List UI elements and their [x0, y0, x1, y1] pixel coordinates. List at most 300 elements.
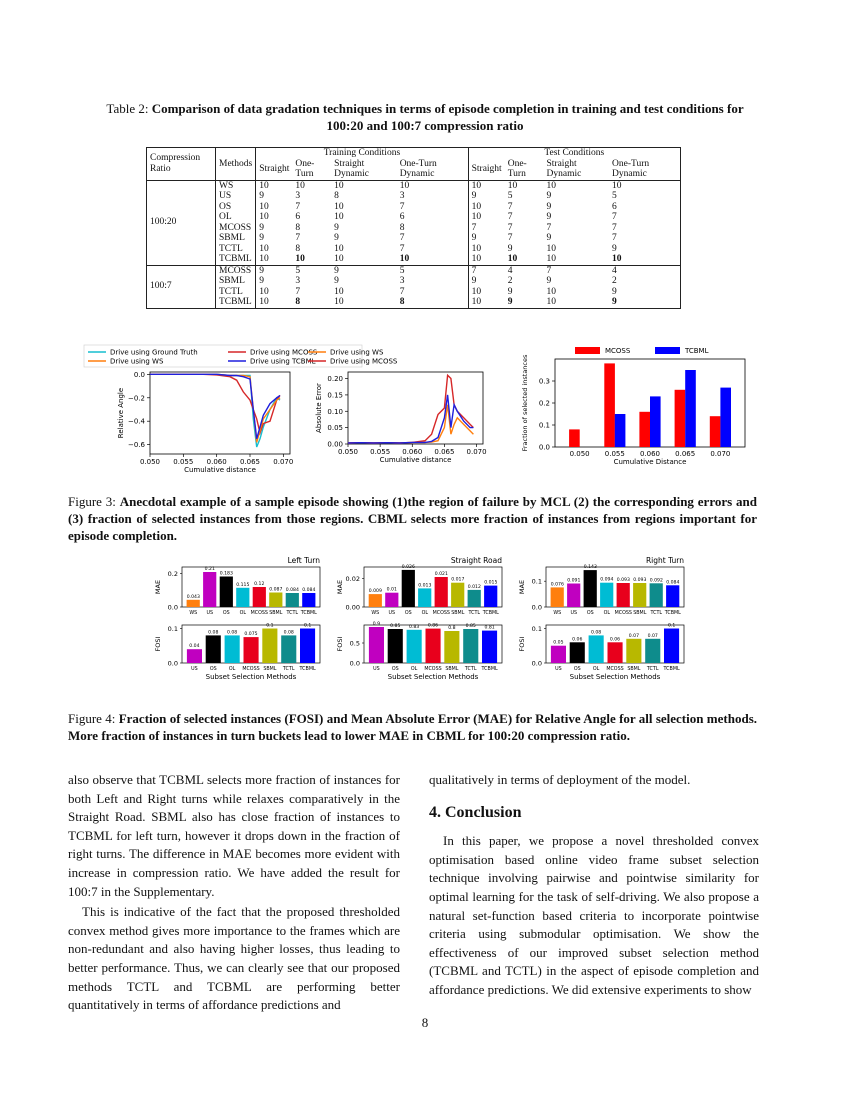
- x-tick-label: SBML: [269, 611, 283, 616]
- bar-value-label: 0.07: [647, 633, 658, 639]
- y-axis-label: FOSI: [518, 636, 526, 652]
- x-tick-label: SBML: [445, 667, 459, 672]
- bar-value-label: 0.83: [408, 624, 420, 630]
- x-tick-label: SBML: [633, 611, 647, 616]
- x-tick-label: MCOSS: [424, 667, 442, 672]
- x-tick-label: OS: [391, 667, 399, 672]
- value-cell: 5: [507, 191, 513, 201]
- y-axis-label: MAE: [518, 579, 526, 595]
- bar-tctl: [463, 629, 478, 663]
- value-cell: 7: [295, 286, 301, 297]
- x-tick-label: MCOSS: [242, 667, 260, 672]
- y-tick-label: 0.02: [345, 574, 360, 583]
- header-test: Test Conditions: [468, 148, 680, 159]
- x-tick-label: TCBML: [299, 667, 316, 672]
- legend-label: TCBML: [685, 347, 709, 355]
- bar-value-label: 0.092: [649, 578, 663, 584]
- x-tick-label: 0.050: [139, 458, 161, 466]
- header-sub: Straight: [468, 159, 505, 181]
- y-tick-label: 0.0: [531, 659, 542, 668]
- method-cell: OS: [216, 202, 256, 213]
- x-tick-label: OL: [603, 611, 611, 616]
- value-cell: 10: [256, 202, 293, 213]
- value-cell: 9: [256, 223, 293, 234]
- value-cell: 3: [399, 191, 405, 201]
- page-number: 8: [421, 1015, 429, 1030]
- bar-value-label: 0.013: [418, 583, 432, 589]
- header-compression-ratio: Compression Ratio: [147, 148, 216, 181]
- bar-value-label: 0.084: [666, 580, 680, 586]
- bar-os: [584, 570, 597, 607]
- method-cell: SBML: [216, 276, 256, 287]
- bar-sbml: [269, 593, 282, 608]
- value-cell: 10: [468, 180, 505, 191]
- bar-value-label: 0.076: [550, 582, 564, 588]
- bar-tctl: [281, 635, 296, 663]
- bar-value-label: 0.015: [484, 580, 498, 586]
- bar-ol: [418, 588, 431, 607]
- x-tick-label: TCBML: [663, 667, 680, 672]
- x-tick-label: 0.050: [569, 450, 590, 458]
- bar-value-label: 0.183: [219, 571, 233, 577]
- x-tick-label: OL: [228, 667, 236, 672]
- bar-tcbml: [664, 629, 679, 664]
- y-axis-label: MAE: [336, 579, 344, 595]
- x-tick-label: WS: [371, 611, 380, 616]
- x-tick-label: OL: [239, 611, 247, 616]
- bar-value-label: 0.093: [616, 578, 630, 583]
- value-cell: 9: [334, 276, 339, 286]
- value-cell: 6: [399, 212, 405, 222]
- y-tick-label: 0.0: [538, 443, 550, 452]
- right-column: [429, 771, 759, 1000]
- bar-mcoss: [435, 577, 448, 607]
- x-tick-label: 0.050: [337, 448, 359, 456]
- bar-os: [570, 642, 585, 663]
- bar-value-label: 0.012: [467, 584, 481, 590]
- legend-label: Drive using WS: [330, 348, 384, 357]
- bar-us: [385, 593, 398, 607]
- value-cell: 4: [609, 265, 680, 276]
- value-cell: 9: [331, 265, 397, 276]
- y-tick-label: 0.0: [167, 659, 178, 668]
- value-cell: 7: [507, 222, 513, 233]
- bar-value-label: 0.08: [208, 630, 219, 636]
- y-tick-label: 0.0: [531, 603, 542, 612]
- value-cell: 9: [505, 297, 544, 308]
- value-cell: 6: [295, 212, 301, 222]
- x-tick-label: TCBML: [300, 611, 317, 616]
- bar-value-label: 0.12: [254, 582, 265, 587]
- value-cell: 10: [468, 254, 505, 265]
- x-tick-label: 0.065: [239, 458, 261, 466]
- bar-value-label: 0.04: [189, 644, 200, 650]
- method-cell: OL: [216, 212, 256, 223]
- fig4-panel-left-turn: [154, 556, 320, 681]
- bar-sbml: [633, 583, 646, 607]
- bar-value-label: 0.08: [226, 630, 238, 636]
- y-tick-label: 0.1: [531, 624, 542, 633]
- value-cell: 10: [609, 180, 680, 191]
- bar-sbml: [626, 639, 641, 663]
- bar-ol: [589, 635, 604, 663]
- value-cell: 10: [256, 297, 293, 308]
- value-cell: 10: [468, 287, 505, 298]
- bar-mcoss: [617, 583, 630, 607]
- value-cell: 9: [507, 243, 513, 254]
- x-tick-label: 0.070: [273, 458, 294, 466]
- value-cell: 10: [505, 254, 544, 265]
- value-cell: 9: [256, 233, 293, 244]
- legend-label: Drive using TCBML: [250, 357, 316, 366]
- bar-tcbml: [302, 593, 315, 607]
- value-cell: 7: [399, 233, 405, 243]
- method-cell: TCBML: [216, 254, 256, 265]
- bar-mcoss: [604, 363, 615, 447]
- x-tick-label: 0.060: [639, 450, 661, 458]
- y-tick-label: 0.20: [327, 375, 343, 384]
- y-tick-label: 0.10: [327, 407, 343, 416]
- bar-chart: [521, 347, 745, 466]
- value-cell: 2: [507, 276, 513, 286]
- bar-tcbml: [484, 586, 497, 607]
- bar-value-label: 0.021: [434, 572, 448, 577]
- y-axis-label: MAE: [154, 579, 162, 595]
- bar-sbml: [262, 629, 277, 664]
- method-cell: MCOSS: [216, 265, 256, 276]
- value-cell: 3: [295, 191, 301, 201]
- bar-value-label: 0.026: [401, 564, 415, 570]
- value-cell: 9: [507, 286, 513, 297]
- bar-value-label: 0.043: [186, 594, 200, 600]
- table-caption: Table 2: Comparison of data gradation techniques in terms of episode completion in training and test conditions for 100:20 and 100:7 compression ratio: [106, 101, 744, 133]
- x-tick-label: 0.055: [604, 450, 625, 458]
- x-tick-label: OL: [421, 611, 429, 616]
- plot-frame: [348, 372, 483, 444]
- left-column: [68, 771, 400, 1015]
- section-heading: 4. Conclusion: [429, 803, 522, 821]
- legend-label: Drive using WS: [110, 357, 164, 366]
- value-cell: 7: [468, 223, 505, 234]
- x-axis-label: Cumulative distance: [184, 466, 256, 474]
- y-tick-label: 0.2: [538, 399, 550, 408]
- y-tick-label: 0.0: [133, 370, 145, 379]
- x-tick-label: OL: [410, 667, 418, 672]
- legend-label: Drive using MCOSS: [250, 348, 318, 357]
- x-tick-label: TCTL: [650, 611, 663, 616]
- bar-value-label: 0.05: [553, 640, 564, 646]
- bar-value-label: 0.1: [667, 623, 676, 629]
- value-cell: 9: [609, 297, 680, 308]
- value-cell: 7: [546, 222, 552, 233]
- bar-tctl: [286, 593, 299, 607]
- value-cell: 10: [397, 254, 468, 265]
- method-cell: TCBML: [216, 297, 256, 308]
- bar-tctl: [468, 590, 481, 607]
- value-cell: 10: [256, 254, 293, 265]
- bar-value-label: 0.01: [386, 587, 397, 593]
- value-cell: 8: [334, 191, 339, 201]
- right-paragraph-0: qualitatively in terms of deployment of the model.: [429, 772, 691, 787]
- figure-3-caption: Figure 3: Anecdotal example of a sample episode showing (1)the region of failure by MCL (2) the corresponding errors and (3) fraction of selected instances from those regions. CBML selects more fraction of instances from regions important for episode completion.: [68, 494, 757, 543]
- bar-value-label: 0.85: [465, 624, 476, 629]
- value-cell: 7: [609, 233, 680, 244]
- y-tick-label: 0.00: [345, 603, 360, 612]
- y-tick-label: 0.0: [167, 603, 178, 612]
- x-tick-label: 0.060: [402, 448, 423, 456]
- legend-swatch: [575, 347, 600, 354]
- value-cell: 10: [468, 212, 505, 223]
- bar-value-label: 0.06: [609, 637, 621, 643]
- value-cell: 10: [292, 254, 331, 265]
- header-methods: Methods: [216, 148, 256, 181]
- x-tick-label: WS: [189, 611, 198, 616]
- y-tick-label: 0.05: [327, 424, 343, 433]
- bar-tcbml: [666, 585, 679, 607]
- x-tick-label: SBML: [451, 611, 465, 616]
- value-cell: 9: [256, 276, 293, 287]
- bar-value-label: 0.091: [567, 578, 581, 584]
- legend-label: MCOSS: [605, 347, 631, 355]
- y-tick-label: 0.1: [531, 577, 542, 586]
- plot-frame: [182, 567, 320, 607]
- value-cell: 10: [334, 212, 344, 222]
- ratio-cell: 100:20: [147, 180, 216, 265]
- x-tick-label: OS: [573, 667, 581, 672]
- x-tick-label: TCTL: [468, 611, 481, 616]
- value-cell: 8: [292, 297, 331, 308]
- x-tick-label: WS: [553, 611, 562, 616]
- x-axis-label: Cumulative distance: [379, 456, 452, 464]
- right-paragraph-1: In this paper, we propose a novel thresholded convex optimisation based online video frame subset selection technique involving pairwise and pointwise similarity for optimal learning for the task of self-driving. We also propose a natural set-function based criteria to incorporate pointwise criteria using submodular optimisation. We show the effectiveness of our improved subset selection method (TCBML and TCTL) in the aspect of episode completion and affordance predictions. We did extensive experiments to show: [429, 833, 759, 997]
- x-tick-label: TCTL: [286, 611, 299, 616]
- value-cell: 8: [399, 222, 405, 233]
- x-tick-label: TCTL: [282, 667, 295, 672]
- y-tick-label: 0.1: [538, 421, 550, 430]
- x-axis-label: Subset Selection Methods: [569, 673, 661, 681]
- x-tick-label: OL: [592, 667, 600, 672]
- value-cell: 10: [507, 180, 518, 191]
- bar-value-label: 0.08: [590, 630, 602, 636]
- value-cell: 9: [546, 201, 552, 212]
- value-cell: 10: [256, 180, 293, 191]
- plot-frame: [546, 567, 684, 607]
- y-tick-label: 0.1: [167, 624, 178, 633]
- x-axis-label: Cumulative Distance: [613, 458, 687, 466]
- header-training: Training Conditions: [256, 148, 468, 159]
- value-cell: 9: [468, 191, 505, 202]
- y-axis-label: FOSI: [154, 636, 162, 652]
- bar-value-label: 0.07: [628, 633, 640, 639]
- y-axis-label: Fraction of selected instances: [521, 354, 529, 452]
- bar-value-label: 0.06: [572, 637, 583, 643]
- bar-value-label: 0.85: [390, 624, 401, 629]
- header-sub: Straight Dynamic: [544, 159, 610, 181]
- value-cell: 10: [334, 286, 344, 297]
- value-cell: 9: [609, 244, 680, 255]
- series-line-drive-using-mcoss: [348, 375, 473, 443]
- value-cell: 10: [331, 297, 397, 308]
- value-cell: 10: [546, 180, 556, 191]
- y-tick-label: 0.00: [327, 440, 343, 449]
- x-tick-label: OS: [222, 611, 230, 616]
- value-cell: 8: [295, 243, 301, 254]
- x-tick-label: MCOSS: [606, 667, 624, 672]
- y-tick-label: 0.0: [349, 659, 360, 668]
- value-cell: 10: [256, 287, 293, 298]
- header-sub: Straight: [256, 159, 293, 181]
- x-tick-label: OS: [404, 611, 412, 616]
- x-tick-label: 0.060: [206, 458, 227, 466]
- x-tick-label: TCTL: [464, 667, 477, 672]
- figure-4: [150, 555, 700, 683]
- bar-ws: [369, 594, 382, 607]
- panel-title: Straight Road: [450, 556, 502, 565]
- y-tick-label: 0.3: [538, 377, 550, 386]
- bar-value-label: 0.143: [583, 565, 597, 571]
- bar-mcoss: [244, 637, 259, 663]
- value-cell: 7: [399, 201, 405, 212]
- bar-value-label: 0.81: [484, 625, 495, 631]
- bar-os: [402, 570, 415, 607]
- value-cell: 10: [331, 254, 397, 265]
- value-cell: 10: [546, 243, 556, 254]
- value-cell: 7: [507, 233, 513, 243]
- left-paragraph-2: This is indicative of the fact that the proposed thresholded convex method gives more importance to the frames which are non-redundant and also having higher losses, thus leading to better performance. Thus, we can clearly see that our proposed methods TCTL and TCBML are performing better quantitatively in terms of affordance predictions and: [68, 904, 400, 1013]
- header-sub: One-Turn Dynamic: [397, 159, 468, 181]
- bar-tctl: [650, 583, 663, 607]
- x-axis-label: Subset Selection Methods: [205, 673, 297, 681]
- bar-us: [203, 572, 216, 607]
- bar-mcoss: [426, 629, 441, 663]
- value-cell: 5: [609, 191, 680, 202]
- bar-value-label: 0.8: [448, 626, 456, 631]
- value-cell: 7: [295, 233, 301, 243]
- bar-tcbml: [650, 396, 661, 447]
- bar-tcbml: [482, 631, 497, 663]
- x-tick-label: US: [373, 667, 380, 672]
- bar-os: [220, 577, 233, 608]
- bar-sbml: [451, 583, 464, 607]
- value-cell: 10: [399, 180, 410, 191]
- bar-value-label: 0.86: [427, 623, 439, 629]
- value-cell: 9: [468, 276, 505, 287]
- value-cell: 10: [334, 180, 344, 191]
- x-tick-label: 0.070: [710, 450, 731, 458]
- x-tick-label: SBML: [263, 667, 277, 672]
- bar-value-label: 0.017: [451, 577, 465, 583]
- x-tick-label: US: [191, 667, 198, 672]
- value-cell: 9: [256, 265, 293, 276]
- value-cell: 7: [399, 243, 405, 254]
- x-tick-label: MCOSS: [250, 611, 268, 616]
- bar-mcoss: [608, 642, 623, 663]
- bar-us: [551, 646, 566, 663]
- plot-frame: [364, 567, 502, 607]
- method-cell: TCTL: [216, 244, 256, 255]
- bar-os: [206, 635, 221, 663]
- bar-sbml: [444, 631, 459, 663]
- bar-ol: [407, 630, 422, 663]
- value-cell: 6: [609, 202, 680, 213]
- bar-mcoss: [569, 429, 580, 447]
- value-cell: 9: [334, 222, 339, 233]
- value-cell: 3: [295, 276, 301, 286]
- value-cell: 10: [468, 297, 505, 308]
- value-cell: 7: [544, 265, 610, 276]
- header-sub: One-Turn: [505, 159, 544, 181]
- y-tick-label: 0.2: [167, 570, 178, 579]
- x-tick-label: 0.055: [370, 448, 391, 456]
- x-tick-label: TCTL: [646, 667, 659, 672]
- bar-value-label: 0.1: [266, 623, 274, 629]
- bar-os: [388, 629, 403, 663]
- value-cell: 10: [546, 286, 556, 297]
- x-tick-label: OS: [209, 667, 217, 672]
- value-cell: 10: [256, 212, 293, 223]
- bar-value-label: 0.9: [372, 622, 381, 627]
- x-tick-label: TCBML: [481, 667, 498, 672]
- value-cell: 7: [609, 212, 680, 223]
- bar-us: [369, 627, 384, 663]
- value-cell: 9: [546, 233, 552, 243]
- value-cell: 10: [468, 244, 505, 255]
- x-tick-label: US: [570, 611, 578, 616]
- bar-value-label: 0.08: [283, 630, 294, 636]
- series-line-drive-using-ws: [348, 405, 473, 443]
- value-cell: 8: [295, 222, 301, 233]
- x-tick-label: 0.065: [675, 450, 696, 458]
- bar-mcoss: [639, 412, 650, 447]
- y-tick-label: −0.4: [128, 417, 145, 426]
- value-cell: 4: [505, 265, 544, 276]
- value-cell: 7: [609, 223, 680, 234]
- bar-tcbml: [615, 414, 626, 447]
- value-cell: 7: [507, 212, 513, 222]
- value-cell: 9: [609, 287, 680, 298]
- series-line-drive-using-tcbml: [348, 395, 473, 443]
- x-tick-label: 0.055: [173, 458, 194, 466]
- fig4-panel-straight-road: [336, 556, 502, 681]
- bar-mcoss: [253, 587, 266, 607]
- x-tick-label: 0.070: [466, 448, 487, 456]
- x-tick-label: US: [555, 667, 562, 672]
- y-axis-label: Relative Angle: [117, 387, 125, 439]
- value-cell: 10: [544, 254, 610, 265]
- value-cell: 7: [507, 201, 513, 212]
- x-tick-label: 0.065: [434, 448, 455, 456]
- header-sub: One-Turn Dynamic: [609, 159, 680, 181]
- bar-value-label: 0.075: [244, 632, 258, 638]
- value-cell: 2: [609, 276, 680, 287]
- panel-title: Left Turn: [287, 556, 320, 565]
- value-cell: 10: [334, 201, 344, 212]
- figure-4-caption: Figure 4: Fraction of selected instances (FOSI) and Mean Absolute Error (MAE) for Relative Angle for all selection methods. More fraction of instances in turn buckets lead to lower MAE in CBML for 100:20 compression ratio.: [68, 711, 757, 743]
- panel-title: Right Turn: [645, 556, 684, 565]
- value-cell: 9: [256, 191, 293, 202]
- value-cell: 10: [468, 202, 505, 213]
- method-cell: US: [216, 191, 256, 202]
- bar-us: [567, 584, 580, 608]
- method-cell: WS: [216, 180, 256, 191]
- x-tick-label: SBML: [627, 667, 641, 672]
- y-axis-label: Absolute Error: [315, 383, 323, 433]
- bar-value-label: 0.115: [236, 582, 250, 588]
- x-tick-label: TCBML: [482, 611, 499, 616]
- method-cell: SBML: [216, 233, 256, 244]
- bar-value-label: 0.1: [303, 623, 312, 629]
- value-cell: 7: [295, 201, 301, 212]
